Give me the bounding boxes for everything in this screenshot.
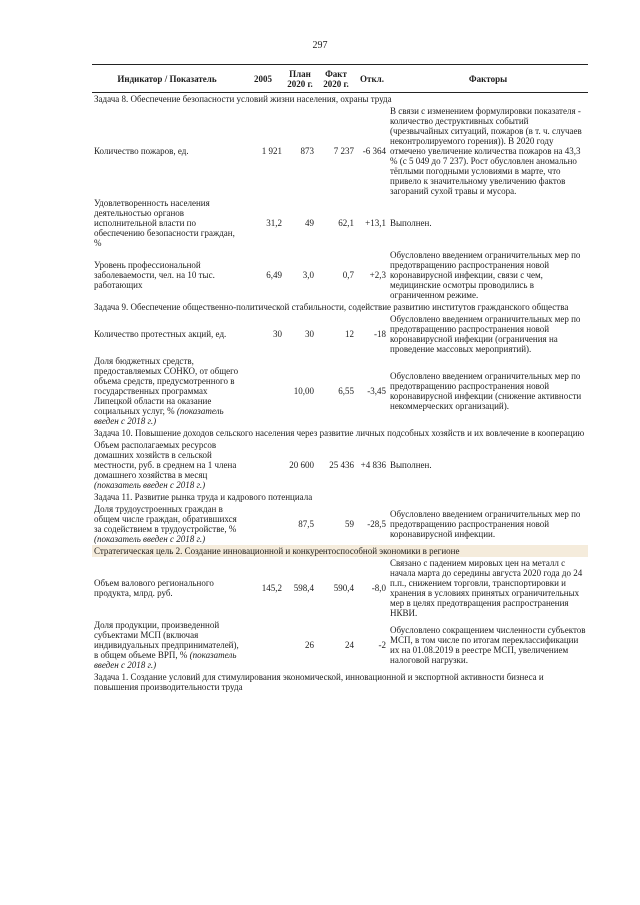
- factors-text: Обусловлено введением ограничительных мер по предотвращению распространения новой коронавирусной инфекции.: [390, 509, 581, 539]
- table-row: [92, 503, 588, 545]
- indicator-name: Доля трудоустроенных граждан в общем числе граждан, обратившихся за содействием в трудоустройстве, %: [94, 504, 237, 534]
- value-fact: 24: [345, 640, 354, 650]
- task-row: [92, 427, 588, 439]
- factors-text: Обусловлено введением ограничительных мер по предотвращению распространения новой коронавирусной инфекции (снижение активности некоммерческих организаций).: [390, 371, 582, 411]
- value-plan: 87,5: [298, 519, 314, 529]
- table-row: [92, 313, 588, 355]
- value-fact: 25 436: [329, 460, 354, 470]
- indicator-name: Уровень профессиональной заболеваемости, чел. на 10 тыс. работающих: [94, 260, 215, 290]
- table-row: [92, 249, 588, 301]
- table-header-row: [92, 65, 588, 93]
- indicator-cell: [92, 439, 242, 491]
- value-fact: 590,4: [333, 583, 354, 593]
- task-8-title: Задача 8. Обеспечение безопасности условий жизни населения, охраны труда: [94, 94, 392, 104]
- task-row: [92, 491, 588, 503]
- value-2005: 145,2: [261, 583, 282, 593]
- indicator-cell: [92, 355, 242, 427]
- indicator-name: Доля бюджетных средств, предоставляемых СОНКО, от общего объема средств, предусмотренного в государственных программах Липецкой области на оказание социальных услуг, %: [94, 356, 239, 416]
- strategic-goal-2-title: Стратегическая цель 2. Создание инновационной и конкурентоспособной экономики в регионе: [92, 545, 588, 557]
- indicator-name: Доля продукции, произведенной субъектами МСП (включая индивидуальных предпринимателей), в общем объеме ВРП, %: [94, 620, 239, 660]
- factors-text: Обусловлено введением ограничительных мер по предотвращению распространения новой коронавирусной инфекции (ограничения на проведение массовых мероприятий).: [390, 314, 581, 354]
- value-2005: 6,49: [266, 270, 282, 280]
- indicator-note: (показатель введен с 2018 г.): [94, 650, 237, 670]
- factors-text: Выполнен.: [390, 218, 432, 228]
- indicator-note: (показатель введен с 2018 г.): [94, 480, 206, 490]
- goal-row: [92, 545, 588, 557]
- indicator-table-container: [92, 64, 588, 693]
- value-2005: [242, 439, 284, 491]
- header-factors: Факторы: [388, 65, 588, 93]
- indicator-name: Удовлетворенность населения деятельностью органов исполнительной власти по обеспечению безопасности граждан, %: [94, 198, 235, 248]
- value-plan: 49: [305, 218, 314, 228]
- task-10-title: Задача 10. Повышение доходов сельского населения через развитие личных подсобных хозяйств и их вовлечение в кооперацию: [94, 428, 585, 438]
- factors-text: Обусловлено сокращением численности субъектов МСП, в том числе по итогам переклассификации их на 01.08.2019 в реестре МСП, увеличением налоговой нагрузки.: [390, 625, 586, 665]
- value-2005: [242, 503, 284, 545]
- indicator-note: (показатель введен с 2018 г.): [94, 534, 206, 544]
- indicator-name: Объем располагаемых ресурсов домашних хозяйств в сельской местности, руб. в среднем на 1 члена домашнего хозяйства в месяц: [94, 440, 237, 480]
- value-2005: 30: [273, 329, 282, 339]
- value-deviation: +4 836: [360, 460, 386, 470]
- value-2005: 31,2: [266, 218, 282, 228]
- indicator-note: (показатель введен с 2018 г.): [94, 406, 224, 426]
- value-plan: 26: [305, 640, 314, 650]
- value-deviation: -3,45: [367, 386, 386, 396]
- indicator-name: Объем валового регионального продукта, млрд. руб.: [94, 578, 214, 598]
- value-2005: 1 921: [261, 146, 282, 156]
- value-plan: 598,4: [293, 583, 314, 593]
- value-plan: 30: [305, 329, 314, 339]
- value-deviation: -18: [374, 329, 386, 339]
- table-row: [92, 105, 588, 197]
- value-fact: 7 237: [333, 146, 354, 156]
- value-fact: 12: [345, 329, 354, 339]
- indicator-cell: [92, 619, 242, 671]
- table-row: [92, 557, 588, 619]
- task-row: [92, 671, 588, 693]
- value-deviation: +13,1: [365, 218, 386, 228]
- value-fact: 0,7: [342, 270, 354, 280]
- factors-text: В связи с изменением формулировки показателя - количество деструктивных событий (чрезвычайных ситуаций, пожаров (в т. ч. случаев неконтролируемого горения)). В 2020 году отмечено увеличение количества пожаров на 43,3 % (с 5 049 до 7 237). Рост обусловлен аномально тёплыми погодными условиями в марте, что привело к значительному увеличению фактов загораний сухой травы и мусора.: [390, 106, 582, 196]
- value-deviation: -28,5: [367, 519, 386, 529]
- factors-text: Обусловлено введением ограничительных мер по предотвращению распространения новой коронавирусной инфекции, связи с чем, медицинские осмотры проводились в ограниченном режиме.: [390, 250, 581, 300]
- value-deviation: +2,3: [369, 270, 386, 280]
- value-2005: [242, 619, 284, 671]
- value-deviation: -8,0: [371, 583, 386, 593]
- table-row: [92, 197, 588, 249]
- header-fact: Факт 2020 г.: [316, 65, 356, 93]
- value-fact: 6,55: [338, 386, 354, 396]
- header-plan: План 2020 г.: [284, 65, 316, 93]
- indicator-name: Количество протестных акций, ед.: [94, 329, 227, 339]
- value-fact: 59: [345, 519, 354, 529]
- value-plan: 3,0: [302, 270, 314, 280]
- value-deviation: -2: [378, 640, 386, 650]
- table-row: [92, 619, 588, 671]
- indicator-table: [92, 64, 588, 693]
- task-1-title: Задача 1. Создание условий для стимулирования экономической, инновационной и экспортной активности бизнеса и повышения производительности труда: [94, 672, 544, 692]
- factors-text: Выполнен.: [390, 460, 432, 470]
- indicator-name: Количество пожаров, ед.: [94, 146, 189, 156]
- task-row: [92, 93, 588, 106]
- task-9-title: Задача 9. Обеспечение общественно-политической стабильности, содействие развитию институтов гражданского общества: [94, 302, 569, 312]
- indicator-cell: [92, 503, 242, 545]
- table-row: [92, 355, 588, 427]
- header-2005: 2005: [242, 65, 284, 93]
- page-number: 297: [312, 40, 328, 51]
- value-plan: 10,00: [293, 386, 314, 396]
- task-row: [92, 301, 588, 313]
- factors-text: Связано с падением мировых цен на металл с начала марта до середины августа 2020 года до 24 п.п., снижением торговли, транспортировки и хранения в условиях принятых ограничительных мер в целях предотвращения распространения НКВИ.: [390, 558, 583, 618]
- value-fact: 62,1: [338, 218, 354, 228]
- table-row: [92, 439, 588, 491]
- value-deviation: -6 364: [362, 146, 386, 156]
- header-deviation: Откл.: [356, 65, 388, 93]
- value-plan: 873: [300, 146, 314, 156]
- value-plan: 20 600: [289, 460, 314, 470]
- value-2005: [242, 355, 284, 427]
- task-11-title: Задача 11. Развитие рынка труда и кадрового потенциала: [94, 492, 313, 502]
- header-indicator: Индикатор / Показатель: [92, 65, 242, 93]
